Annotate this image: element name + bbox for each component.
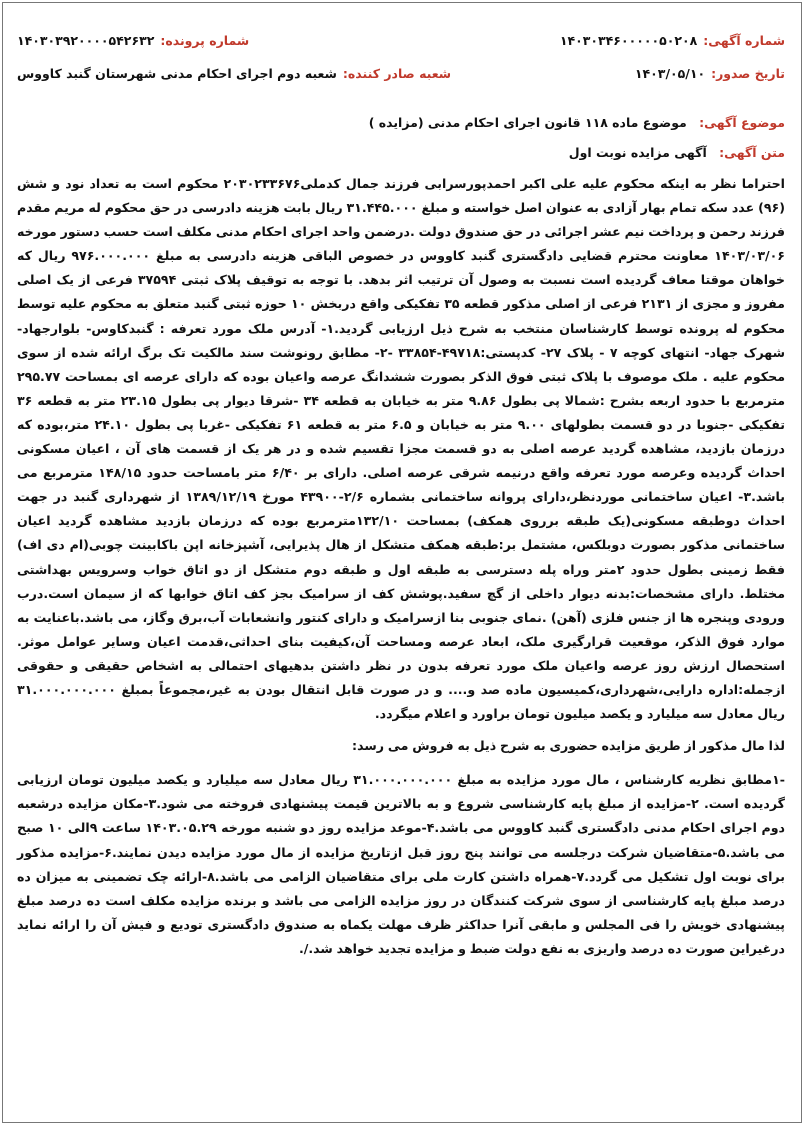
notice-body <box>17 172 785 961</box>
subject-label: موضوع آگهی: <box>699 115 785 130</box>
header-row-numbers <box>17 33 785 49</box>
issuer-label: شعبه صادر کننده: <box>342 66 452 81</box>
text-title-value: آگهی مزایده نوبت اول <box>568 145 707 160</box>
notice-number-field <box>560 33 785 49</box>
subject-value: موضوع ماده ۱۱۸ قانون اجرای احکام مدنی (مزایده ) <box>368 115 687 130</box>
notice-number-value: ۱۴۰۳۰۳۴۶۰۰۰۰۰۵۰۲۰۸ <box>559 33 698 48</box>
header-row-issuer <box>17 66 785 82</box>
body-paragraph-1: احتراما نظر به اینکه محکوم علیه علی اکبر احمدپورسرابی فرزند جمال کدملی۲۰۳۰۲۳۳۶۷۶ محکوم است به تعداد نود و شش (۹۶) عدد سکه تمام بهار آزادی به عنوان اصل خواسته و مبلغ ۳۱.۴۴۵.۰۰۰ ریال بابت هزینه دادرسی در حق محکوم له مریم مقدم فرزند رحمن و پرداخت نیم عشر اجرائی در حق صندوق دولت .درضمن واحد اجرای احکام مدنی مکلف است حسب دستور مورخه ۱۴۰۳/۰۳/۰۶ معاونت محترم قضایی دادگستری گنبد کاووس در خصوص الباقی هزینه دادرسی به مبلغ ۹۷۶.۰۰۰.۰۰۰ ریال که خواهان موقتا معاف گردیده است نسبت به وصول آن ترتیب اثر بدهد. با توجه به توقیف پلاک ثبتی ۳۷۵۹۴ فرعی از یک اصلی مفروز و مجزی از ۲۱۳۱ فرعی از اصلی مذکور قطعه ۳۵ تفکیکی واقع دربخش ۱۰ حوزه ثبتی گنبد متعلق به محکوم علیه توسط محکوم له پرونده توسط کارشناسان منتخب به شرح ذیل ارزیابی گردید.۱- آدرس ملک مورد تعرفه : گنبدکاوس- بلوارجهاد- شهرک جهاد- انتهای کوچه ۷ - پلاک ۲۷- کدپستی:۴۹۷۱۸-۳۳۸۵۴ -۲- مطابق رونوشت سند مالکیت تک برگ ارائه شده از سوی محکوم علیه . ملک موصوف با پلاک ثبتی فوق الذکر بصورت ششدانگ عرصه واعیان بوده که دارای عرصه ای بمساحت ۲۹۵.۷۷ مترمربع با حدود اربعه بشرح :شمالا پی بطول ۹.۸۶ متر به خیابان به قطعه ۳۴ -شرقا دیوار پی بطول ۲۳.۱۵ متر به قطعه ۳۶ تفکیکی -جنوبا در دو قسمت بطولهای ۹.۰۰ متر به خیابان و ۶.۵ متر به قطعه ۶۱ تفکیکی -غربا پی بطول ۲۴.۱۰ متر،بوده که درزمان بازدید، مشاهده گردید عرصه اصلی به دو قسمت مجزا تقسیم شده و در هر یک از قسمت های آن ، اعیان مسکونی احداث گردیده وعرصه مورد تعرفه واقع درنیمه شرقی عرصه اصلی. دارای بر ۶/۴۰ متر بامساحت حدود ۱۴۸/۱۵ مترمربع می باشد.۳- اعیان ساختمانی موردنظر،دارای پروانه ساختمانی بشماره ۲/۶-۴۳۹۰۰ مورخ ۱۳۸۹/۱۲/۱۹ از شهرداری گنبد در جهت احداث دوطبقه مسکونی(یک طبقه برروی همکف) بمساحت ۱۳۲/۱۰مترمربع بوده که درزمان بازدید مشاهده گردید اعیان ساختمانی مذکور بصورت دوبلکس، مشتمل بر:طبقه همکف متشکل از هال پذیرایی، آشپزخانه اپن باکابینت چوبی(ام دی اف) فقط زمینی بطول حدود ۲متر وراه پله دسترسی به طبقه اول و طبقه دوم متشکل از دو اتاق خواب وسرویس بهداشتی مختلط. دارای مشخصات:بدنه دیوار داخلی از گچ سفید.پوشش کف از سرامیک بجز کف اتاق خوابها که از سیمان است.درب ورودی وپنجره ها از جنس فلزی (آهن) .نمای جنوبی بنا ازسرامیک و دارای کنتور وانشعابات آب،برق وگاز، می باشد.باعنایت به موارد فوق الذکر، موقعیت قرارگیری ملک، ابعاد عرصه ومساحت آن،کیفیت بنای احداثی،قدمت اعیان وسایر عوامل موثر. استحصال ارزش روز عرصه واعیان ملک مورد تعرفه بدون در نظر داشتن بدهیهای احتمالی به اشخاص حقیقی و حقوقی ازجمله:اداره دارایی،شهرداری،کمیسیون ماده صد و.... و در صورت قابل انتقال بودن به غیر،مجموعاً بمبلغ ۳۱.۰۰۰.۰۰۰.۰۰۰ ریال معادل سه میلیارد و یکصد میلیون تومان براورد و اعلام میگردد. <box>17 176 786 722</box>
notice-number-label: شماره آگهی: <box>703 33 785 48</box>
issue-date-value: ۱۴۰۳/۰۵/۱۰ <box>634 66 706 81</box>
issuer-field <box>17 66 451 82</box>
file-number-field <box>17 33 249 49</box>
text-title-label: متن آگهی: <box>719 145 785 160</box>
issuer-value: شعبه دوم اجرای احکام مدنی شهرستان گنبد کاووس <box>17 66 337 81</box>
notice-text-title <box>17 145 785 161</box>
file-number-label: شماره پرونده: <box>160 33 250 48</box>
body-paragraph-2: لذا مال مذکور از طریق مزایده حضوری به شرح ذیل به فروش می رسد: <box>352 738 785 754</box>
body-paragraph-3: -۱مطابق نظریه کارشناس ، مال مورد مزایده به مبلغ ۳۱.۰۰۰.۰۰۰.۰۰۰ ریال معادل سه میلیارد و یکصد میلیون تومان ارزیابی گردیده است. ۲-مزایده از مبلغ پایه کارشناسی شروع و به بالاترین قیمت پیشنهادی فروخته می شود.۳-مکان مزایده درشعبه دوم اجرای احکام مدنی دادگستری گنبد کاووس می باشد.۴-موعد مزایده روز دو شنبه مورخه ۱۴۰۳.۰۵.۲۹ ساعت ۹الی ۱۰ صبح می باشد.۵-متقاضیان شرکت درجلسه می توانند پنج روز قبل ازتاریخ مزایده از مال مورد مزایده دیدن نمایند.۶-مزایده مذکور برای نوبت اول تشکیل می گردد.۷-همراه داشتن کارت ملی برای متقاضیان الزامی می باشد.۸-ارائه چک تضمینی به میزان ده درصد مبلغ پایه کارشناسی از سوی شرکت کنندگان در روز مزایده الزامی می باشد و برنده مزایده مکلف است ده درصد مبلغ پیشنهادی خویش را فی المجلس و مابقی آنرا حداکثر ظرف مهلت یکماه به صندوق دادگستری تودیع و فیش آن را ارائه نماید درغیراین صورت ده درصد واریزی به نفع دولت ضبط و مزایده تجدید خواهد شد./. <box>17 772 786 956</box>
file-number-value: ۱۴۰۳۰۳۹۲۰۰۰۰۵۴۲۶۳۲ <box>17 33 155 48</box>
notice-subject <box>17 115 785 131</box>
issue-date-label: تاریخ صدور: <box>711 66 785 81</box>
issue-date-field <box>635 66 785 82</box>
notice-document <box>2 2 802 1123</box>
